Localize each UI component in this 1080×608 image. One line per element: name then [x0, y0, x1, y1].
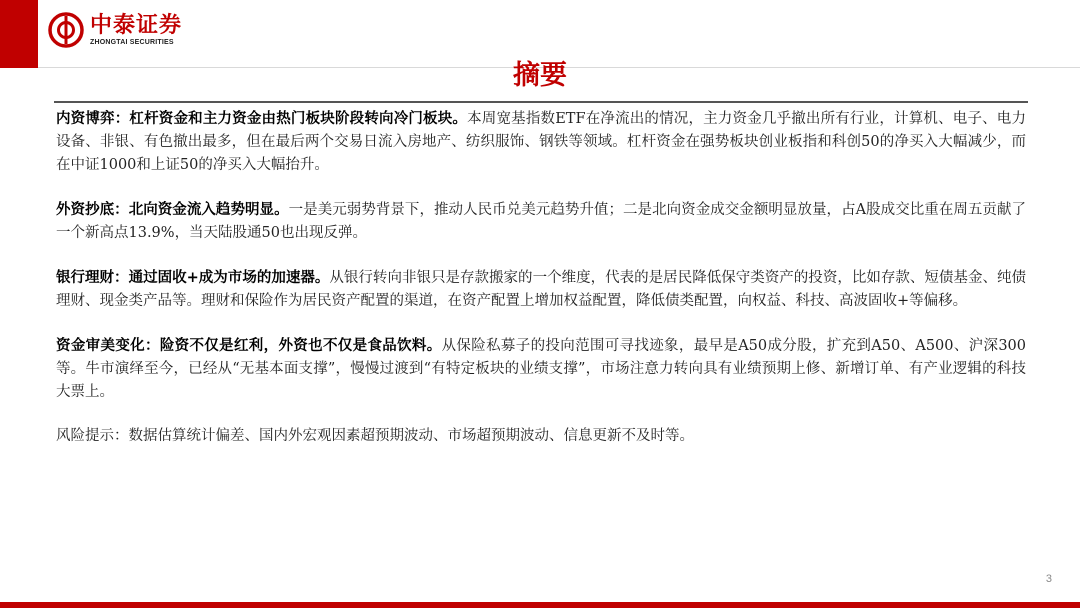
summary-content: [56, 107, 1026, 469]
section-body: 一是美元弱势背景下，推动人民币兑美元趋势升值；二是北向资金成交金额明显放量，占A股成交比重在周五贡献了一个新高点13.9%，当天陆股通50也出现反弹。: [56, 202, 1027, 241]
page-number: 3: [1045, 573, 1052, 585]
section-lead: 外资抄底：北向资金流入趋势明显。: [56, 201, 289, 218]
section-lead: 资金审美变化：险资不仅是红利，外资也不仅是食品饮料。: [56, 337, 442, 354]
logo-english-name: ZHONGTAI SECURITIES: [90, 38, 174, 46]
company-logo: [48, 12, 182, 48]
summary-section-capital-preference: [56, 334, 1026, 404]
summary-section-domestic: [56, 107, 1026, 177]
summary-section-bank-wealth: [56, 266, 1026, 313]
section-lead: 内资博弈：杠杆资金和主力资金由热门板块阶段转向冷门板块。: [56, 110, 468, 127]
footer-accent-bar: [0, 602, 1080, 608]
section-body: 本周宽基指数ETF在净流出的情况，主力资金几乎撤出所有行业，计算机、电子、电力设备、非银、有色撤出最多，但在最后两个交易日流入房地产、纺织服饰、钢铁等领域。杠杆资金在强势板块创业板指和科创50的净买入大幅减少，而在中证1000和上证50的净买入大幅抬升。: [56, 111, 1026, 173]
risk-disclaimer: 风险提示：数据估算统计偏差、国内外宏观因素超预期波动、市场超预期波动、信息更新不及时等。: [56, 428, 694, 444]
summary-section-foreign: [56, 198, 1026, 245]
logo-chinese-name: 中泰证券: [90, 12, 183, 38]
section-lead: 银行理财：通过固收+成为市场的加速器。: [56, 269, 330, 286]
page-title: 摘要: [513, 60, 567, 91]
section-body: 从保险私募子的投向范围可寻找迹象，最早是A50成分股，扩充到A50、A500、沪深300等。牛市演绎至今，已经从“无基本面支撑”，慢慢过渡到“有特定板块的业绩支撑”，市场注意力转向具有业绩预期上修、新增订单、有产业逻辑的科技大票上。: [56, 338, 1026, 400]
title-underline: [54, 101, 1028, 103]
logo-mark-icon: [48, 12, 84, 48]
section-body: 从银行转向非银只是存款搬家的一个维度，代表的是居民降低保守类资产的投资，比如存款、短债基金、纯债理财、现金类产品等。理财和保险作为居民资产配置的渠道，在资产配置上增加权益配置，降低债类配置，向权益、科技、高波固收+等偏移。: [56, 270, 1026, 309]
